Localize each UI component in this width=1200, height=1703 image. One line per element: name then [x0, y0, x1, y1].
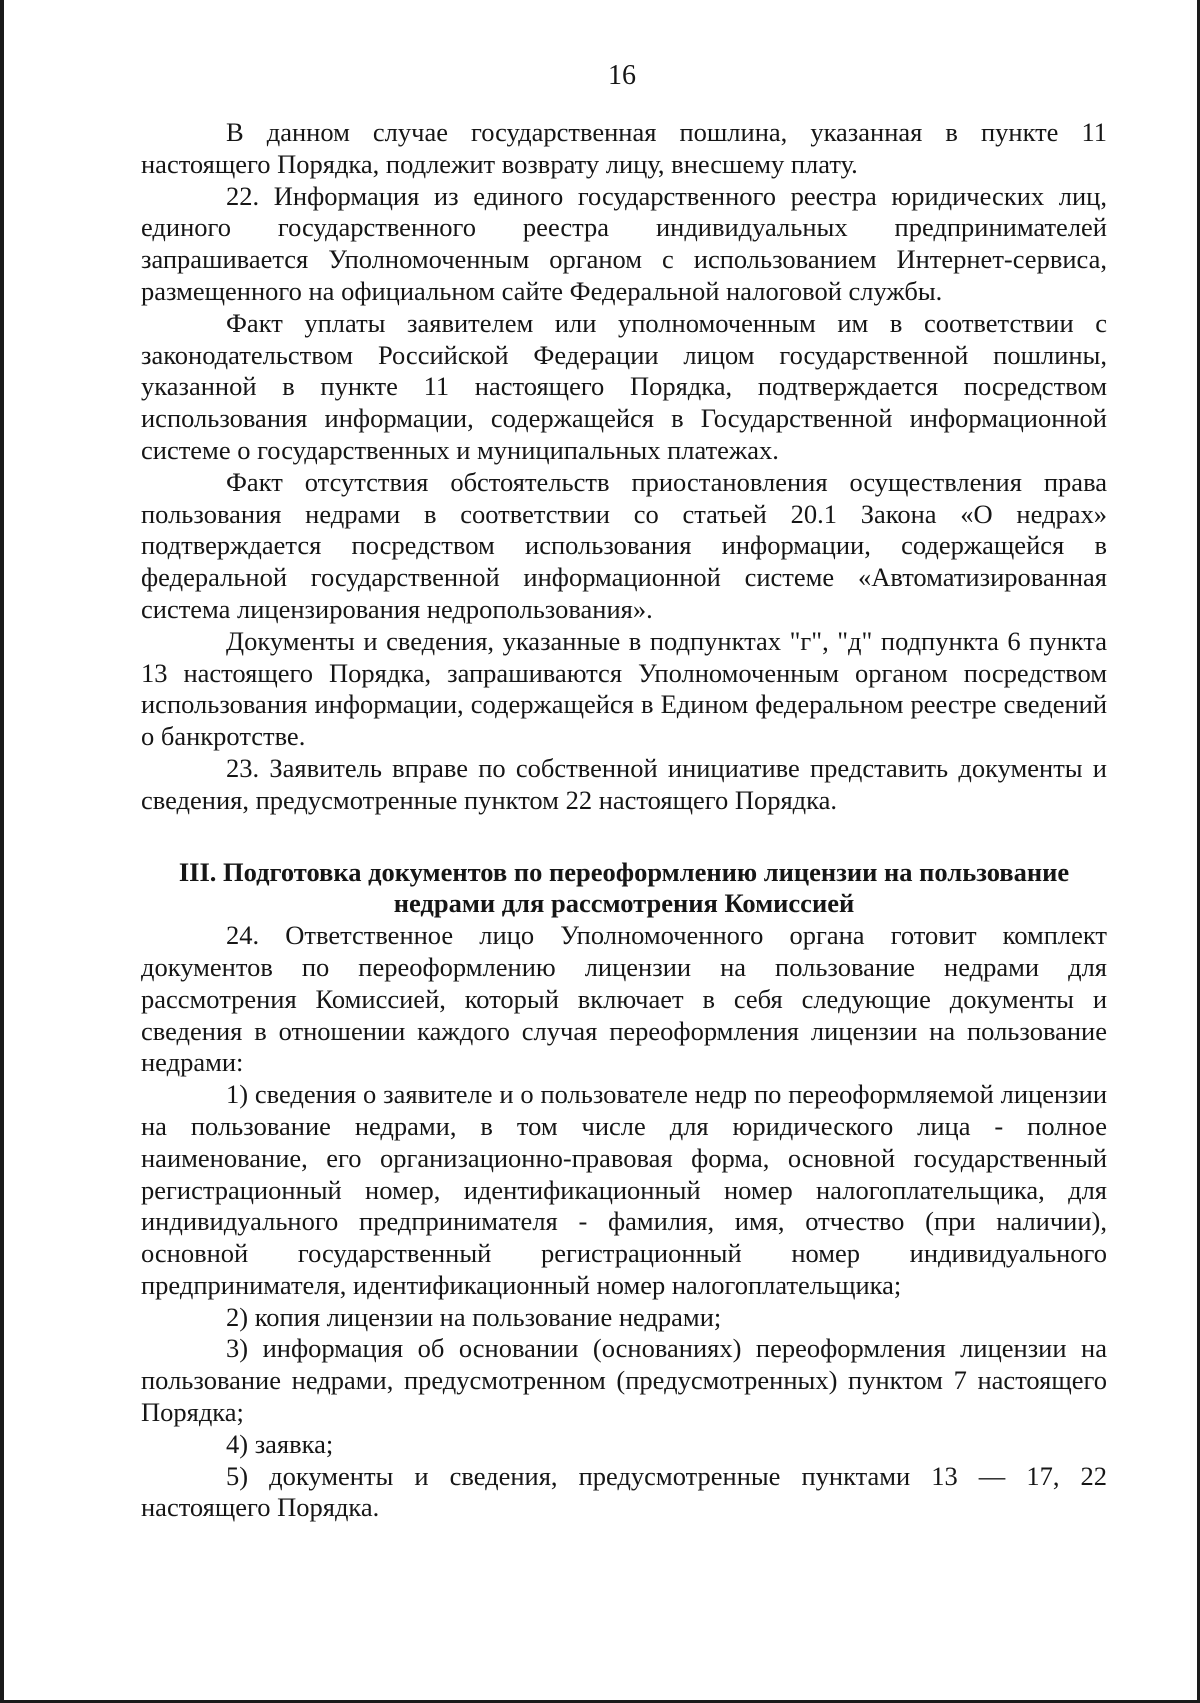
paragraph-refund-note: В данном случае государственная пошлина, указанная в пункте 11 настоящего Порядка, подлежит возврату лицу, внесшему плату. [141, 117, 1107, 179]
paragraph-suspension-absence-fact: Факт отсутствия обстоятельств приостановления осуществления права пользования недрами в соответствии со статьей 20.1 Закона «О недрах» подтверждается посредством использования информации, содержащейся в федеральной государственной информационной системе «Автоматизированная система лицензирования недропользования». [141, 466, 1107, 624]
list-item-3-grounds-info: 3) информация об основании (основаниях) переоформления лицензии на пользование недрами, предусмотренном (предусмотренных) пунктом 7 настоящего Порядка; [141, 1333, 1107, 1428]
paragraph-bankruptcy-documents: Документы и сведения, указанные в подпунктах "г", "д" подпункта 6 пункта 13 настоящего Порядка, запрашиваются Уполномоченным органом посредством использования информации, содержащейся в Едином федеральном реестре сведений о банкротстве. [141, 625, 1107, 752]
list-item-1-applicant-info: 1) сведения о заявителе и о пользователе недр по переоформляемой лицензии на пользование недрами, в том числе для юридического лица - полное наименование, его организационно-правовая форма, основной государственный регистрационный номер, идентификационный номер налогоплательщика, для индивидуального предпринимателя - фамилия, имя, отчество (при наличии), основной государственный регистрационный номер индивидуального предпринимателя, идентификационный номер налогоплательщика; [141, 1079, 1107, 1300]
section-heading-line-1: III. Подготовка документов по переоформлению лицензии на пользование [178, 856, 1070, 887]
document-body [141, 117, 1107, 1524]
list-item-5-documents: 5) документы и сведения, предусмотренные пунктами 13 — 17, 22 настоящего Порядка. [141, 1460, 1107, 1523]
paragraph-24-document-package: 24. Ответственное лицо Уполномоченного органа готовит комплект документов по переоформлению лицензии на пользование недрами для рассмотрения Комиссией, который включает в себя следующие документы и сведения в отношении каждого случая переоформления лицензии на пользование недрами: [141, 920, 1107, 1078]
paragraph-22-registry-info: 22. Информация из единого государственного реестра юридических лиц, единого государственного реестра индивидуальных предпринимателей запрашивается Уполномоченным органом с использованием Интернет-сервиса, размещенного на официальном сайте Федеральной налоговой службы. [141, 180, 1107, 306]
paragraph-fee-payment-fact: Факт уплаты заявителем или уполномоченным им в соответствии с законодательством Российской Федерации лицом государственной пошлины, указанной в пункте 11 настоящего Порядка, подтверждается посредством использования информации, содержащейся в Государственной информационной системе о государственных и муниципальных платежах. [141, 307, 1107, 465]
list-item-4-application: 4) заявка; [226, 1428, 334, 1459]
section-heading [141, 857, 1107, 921]
list-item-2-license-copy: 2) копия лицензии на пользование недрами; [226, 1301, 722, 1332]
section-heading-line-2: недрами для рассмотрения Комиссией [393, 888, 855, 919]
page-number: 16 [608, 60, 636, 91]
paragraph-23-applicant-right: 23. Заявитель вправе по собственной инициативе представить документы и сведения, предусмотренные пунктом 22 настоящего Порядка. [141, 752, 1107, 815]
